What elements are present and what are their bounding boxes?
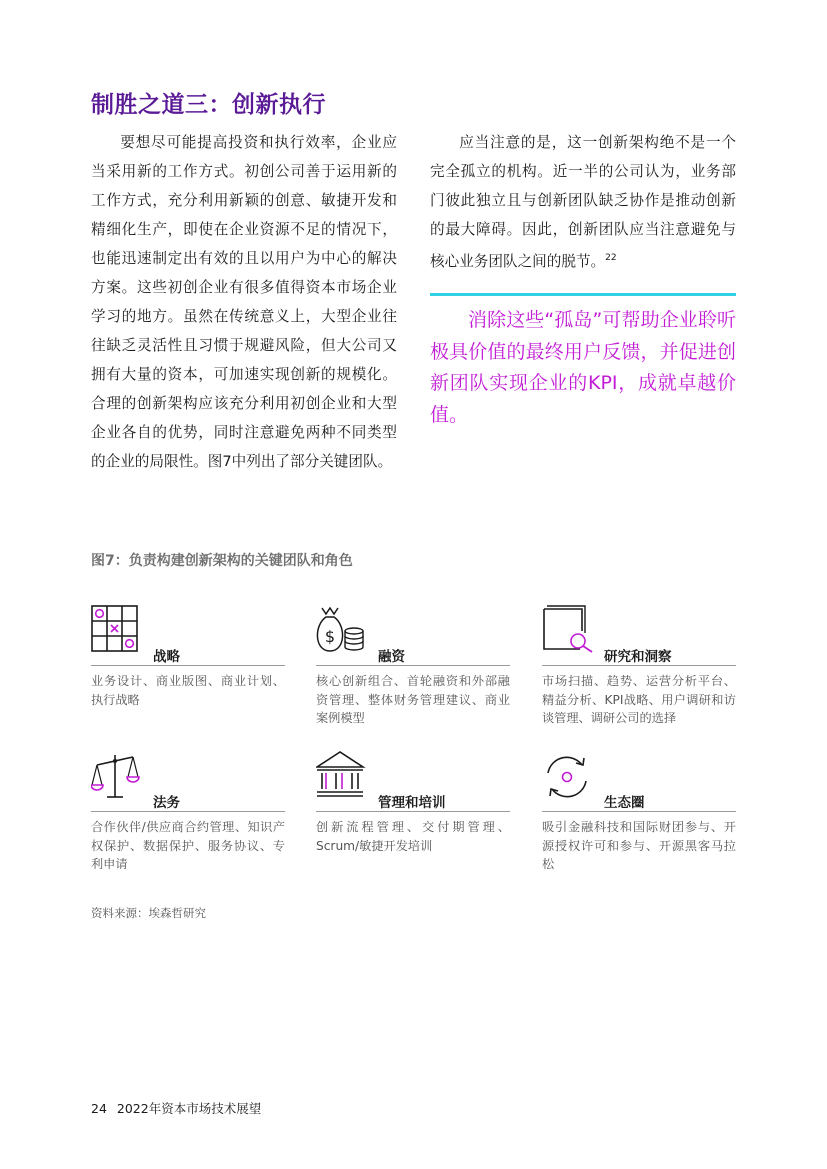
team-research (542, 605, 736, 725)
right-paragraph (430, 128, 736, 276)
divider (316, 811, 510, 812)
institution-building-icon (316, 751, 376, 801)
team-description: 业务设计、商业版图、商业计划、执行战略 (91, 674, 285, 707)
team-legal (91, 751, 285, 871)
book-magnifier-icon (542, 605, 602, 655)
page-title: 制胜之道三：创新执行 (91, 92, 326, 118)
team-label: 研究和洞察 (604, 649, 672, 665)
team-label: 法务 (153, 795, 180, 811)
team-description: 核心创新组合、首轮融资和外部融资管理、整体财务管理建议、商业案例模型 (316, 674, 510, 725)
team-description: 创新流程管理、交付期管理、Scrum/敏捷开发培训 (316, 820, 510, 853)
divider (91, 811, 285, 812)
figure-title: 图7：负责构建创新架构的关键团队和角色 (91, 553, 353, 569)
team-description: 合作伙伴/供应商合约管理、知识产权保护、数据保护、服务协议、专利申请 (91, 820, 285, 871)
divider (91, 665, 285, 666)
publication-title: 2022年资本市场技术展望 (116, 1101, 262, 1116)
right-paragraph-text: 应当注意的是，这一创新架构绝不是一个完全孤立的机构。近一半的公司认为，业务部门彼此独立且与创新团队缺乏协作是推动创新的最大障碍。因此，创新团队应当注意避免与核心业务团队之间的脱节。 (430, 134, 736, 270)
team-description: 市场扫描、趋势、运营分析平台、精益分析、KPI战略、用户调研和访谈管理、调研公司的选择 (542, 674, 736, 725)
quote-divider (430, 293, 736, 296)
money-bag-coins-icon (316, 605, 376, 655)
team-label: 生态圈 (604, 795, 645, 811)
team-financing (316, 605, 510, 725)
team-label: 战略 (153, 649, 180, 665)
left-paragraph: 要想尽可能提高投资和执行效率，企业应当采用新的工作方式。初创公司善于运用新的工作方式，充分利用新颖的创意、敏捷开发和精细化生产，即使在企业资源不足的情况下，也能迅速制定出有效的且以用户为中心的解决方案。这些初创企业有很多值得资本市场企业学习的地方。虽然在传统意义上，大型企业往往缺乏灵活性且习惯于规避风险，但大公司又拥有大量的资本，可加速实现创新的规模化。合理的创新架构应该充分利用初创企业和大型企业各自的优势，同时注意避免两种不同类型的企业的局限性。图7中列出了部分关键团队。 (91, 134, 397, 470)
page-number: 24 (91, 1101, 107, 1116)
team-description: 吸引金融科技和国际财团参与、开源授权许可和参与、开源黑客马拉松 (542, 820, 736, 871)
svg-text:$: $ (324, 627, 336, 646)
team-label: 融资 (378, 649, 405, 665)
divider (542, 665, 736, 666)
source-note: 资料来源：埃森哲研究 (91, 906, 206, 920)
team-strategy (91, 605, 285, 725)
scales-icon (91, 751, 151, 801)
divider (542, 811, 736, 812)
tic-tac-toe-grid-icon (91, 605, 151, 655)
footnote-ref: 22 (605, 253, 617, 263)
page-footer (91, 1099, 271, 1117)
team-label: 管理和培训 (378, 795, 446, 811)
team-ecosystem (542, 751, 736, 871)
pull-quote: 消除这些“孤岛”可帮助企业聆听极具价值的最终用户反馈，并促进创新团队实现企业的KPI，成就卓越价值。 (430, 309, 736, 426)
team-management-training (316, 751, 510, 871)
divider (316, 665, 510, 666)
cycle-arrows-icon (542, 751, 602, 801)
